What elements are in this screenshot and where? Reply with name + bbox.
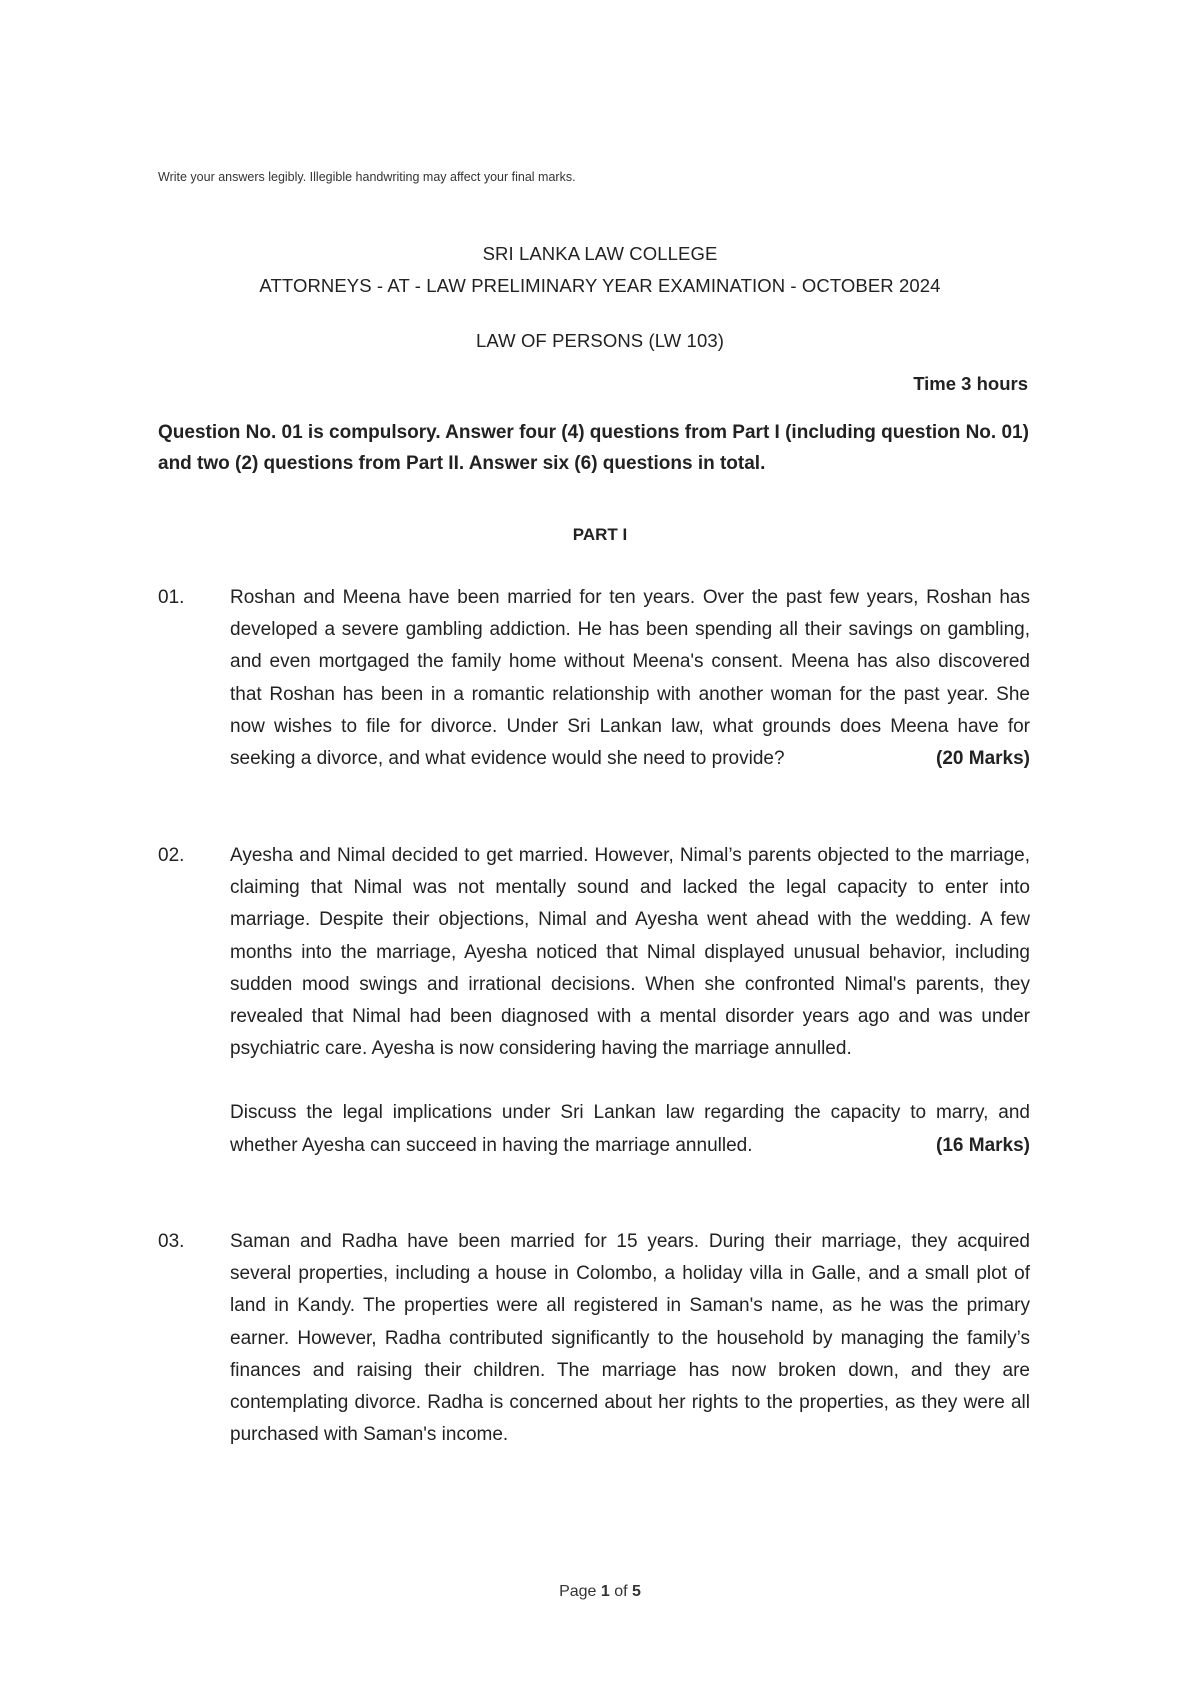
subject-title: LAW OF PERSONS (LW 103) <box>476 330 724 351</box>
question-body <box>230 1226 1030 1451</box>
question-body <box>230 582 1030 775</box>
time-allowed: Time 3 hours <box>913 373 1028 394</box>
page-prefix: Page <box>559 1583 601 1600</box>
exam-instructions: Question No. 01 is compulsory. Answer four (4) questions from Part I (including question No. 01) and two (2) questions from Part II. Answer six (6) questions in total. <box>158 422 1029 474</box>
page-total: 5 <box>632 1583 641 1600</box>
page-number <box>0 1583 1200 1601</box>
question-number: 01. <box>158 587 185 608</box>
question-number: 02. <box>158 845 185 866</box>
page-middle: of <box>609 1583 633 1600</box>
question-text: Ayesha and Nimal decided to get married. However, Nimal’s parents objected to the marriage, claiming that Nimal was not mentally sound and lacked the legal capacity to enter into marriage. Despite their objections, Nimal and Ayesha went ahead with the wedding. A few months into the marriage, Ayesha noticed that Nimal displayed unusual behavior, including sudden mood swings and irrational decisions. When she confronted Nimal's parents, they revealed that Nimal had been diagnosed with a mental disorder years ago and was under psychiatric care. Ayesha is now considering having the marriage annulled. <box>230 845 1030 1060</box>
question-task-text: Discuss the legal implications under Sri Lankan law regarding the capacity to marry, and whether Ayesha can succeed in having the marriage annulled. <box>230 1102 1030 1156</box>
question-number: 03. <box>158 1231 185 1252</box>
part-heading: PART I <box>572 525 628 544</box>
question-marks: (20 Marks) <box>936 748 1030 770</box>
question-marks: (16 Marks) <box>936 1134 1030 1156</box>
question-body <box>230 840 1030 1162</box>
institution-name: SRI LANKA LAW COLLEGE <box>482 243 718 264</box>
legibility-notice: Write your answers legibly. Illegible handwriting may affect your final marks. <box>158 170 576 184</box>
question-text: Roshan and Meena have been married for ten years. Over the past few years, Roshan has developed a severe gambling addiction. He has been spending all their savings on gambling, and even mortgaged the family home without Meena's consent. Meena has also discovered that Roshan has been in a romantic relationship with another woman for the past year. She now wishes to file for divorce. Under Sri Lankan law, what grounds does Meena have for seeking a divorce, and what evidence would she need to provide? <box>230 587 1030 770</box>
exam-title: ATTORNEYS - AT - LAW PRELIMINARY YEAR EXAMINATION - OCTOBER 2024 <box>259 275 941 296</box>
page-current: 1 <box>600 1583 610 1600</box>
question-text: Saman and Radha have been married for 15 years. During their marriage, they acquired several properties, including a house in Colombo, a holiday villa in Galle, and a small plot of land in Kandy. The properties were all registered in Saman's name, as he was the primary earner. However, Radha contributed significantly to the household by managing the family’s finances and raising their children. The marriage has now broken down, and they are contemplating divorce. Radha is concerned about her rights to the properties, as they were all purchased with Saman's income. <box>230 1231 1030 1446</box>
